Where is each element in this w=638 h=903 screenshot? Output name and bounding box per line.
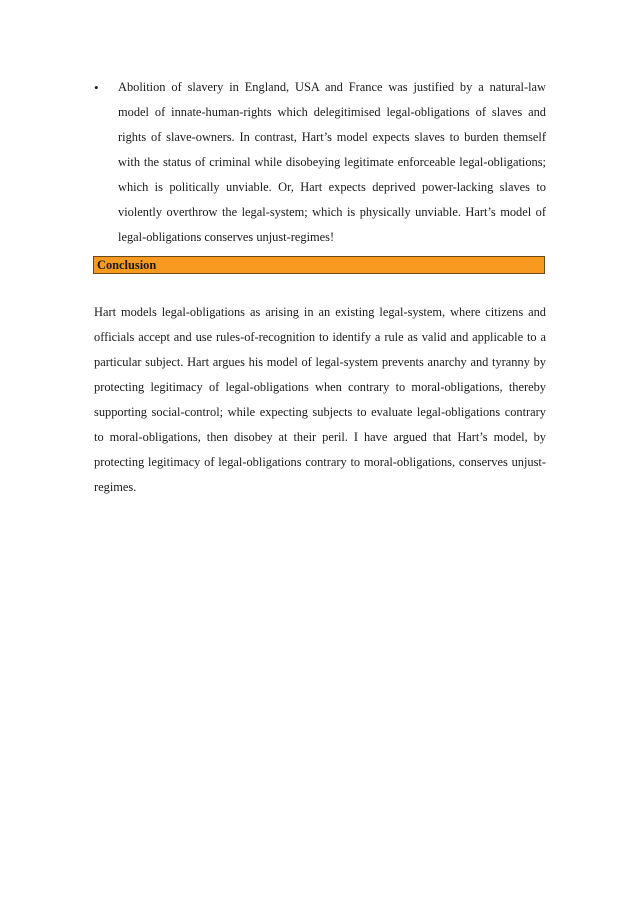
conclusion-heading: Conclusion	[97, 258, 157, 272]
bullet-marker: •	[94, 80, 99, 95]
conclusion-paragraph: Hart models legal-obligations as arising in an existing legal-system, where citizens and officials accept and use rules-of-recognition to identify a rule as valid and applicable to a particular subject. Hart argues his model of legal-system prevents anarchy and tyranny by protecting legitimacy of legal-obligations when contrary to moral-obligations, thereby supporting social-control; while expecting subjects to evaluate legal-obligations contrary to moral-obligations, then disobey at their peril. I have argued that Hart’s model, by protecting legitimacy of legal-obligations contrary to moral-obligations, conserves unjust-regimes.	[94, 305, 546, 494]
conclusion-heading-bar	[93, 256, 545, 274]
bullet-paragraph: Abolition of slavery in England, USA and France was justified by a natural-law model of innate-human-rights which delegitimised legal-obligations of slaves and rights of slave-owners. In contrast, Hart’s model expects slaves to burden themself with the status of criminal while disobeying legitimate enforceable legal-obligations; which is politically unviable. Or, Hart expects deprived power-lacking slaves to violently overthrow the legal-system; which is physically unviable. Hart’s model of legal-obligations conserves unjust-regimes!	[118, 80, 546, 244]
